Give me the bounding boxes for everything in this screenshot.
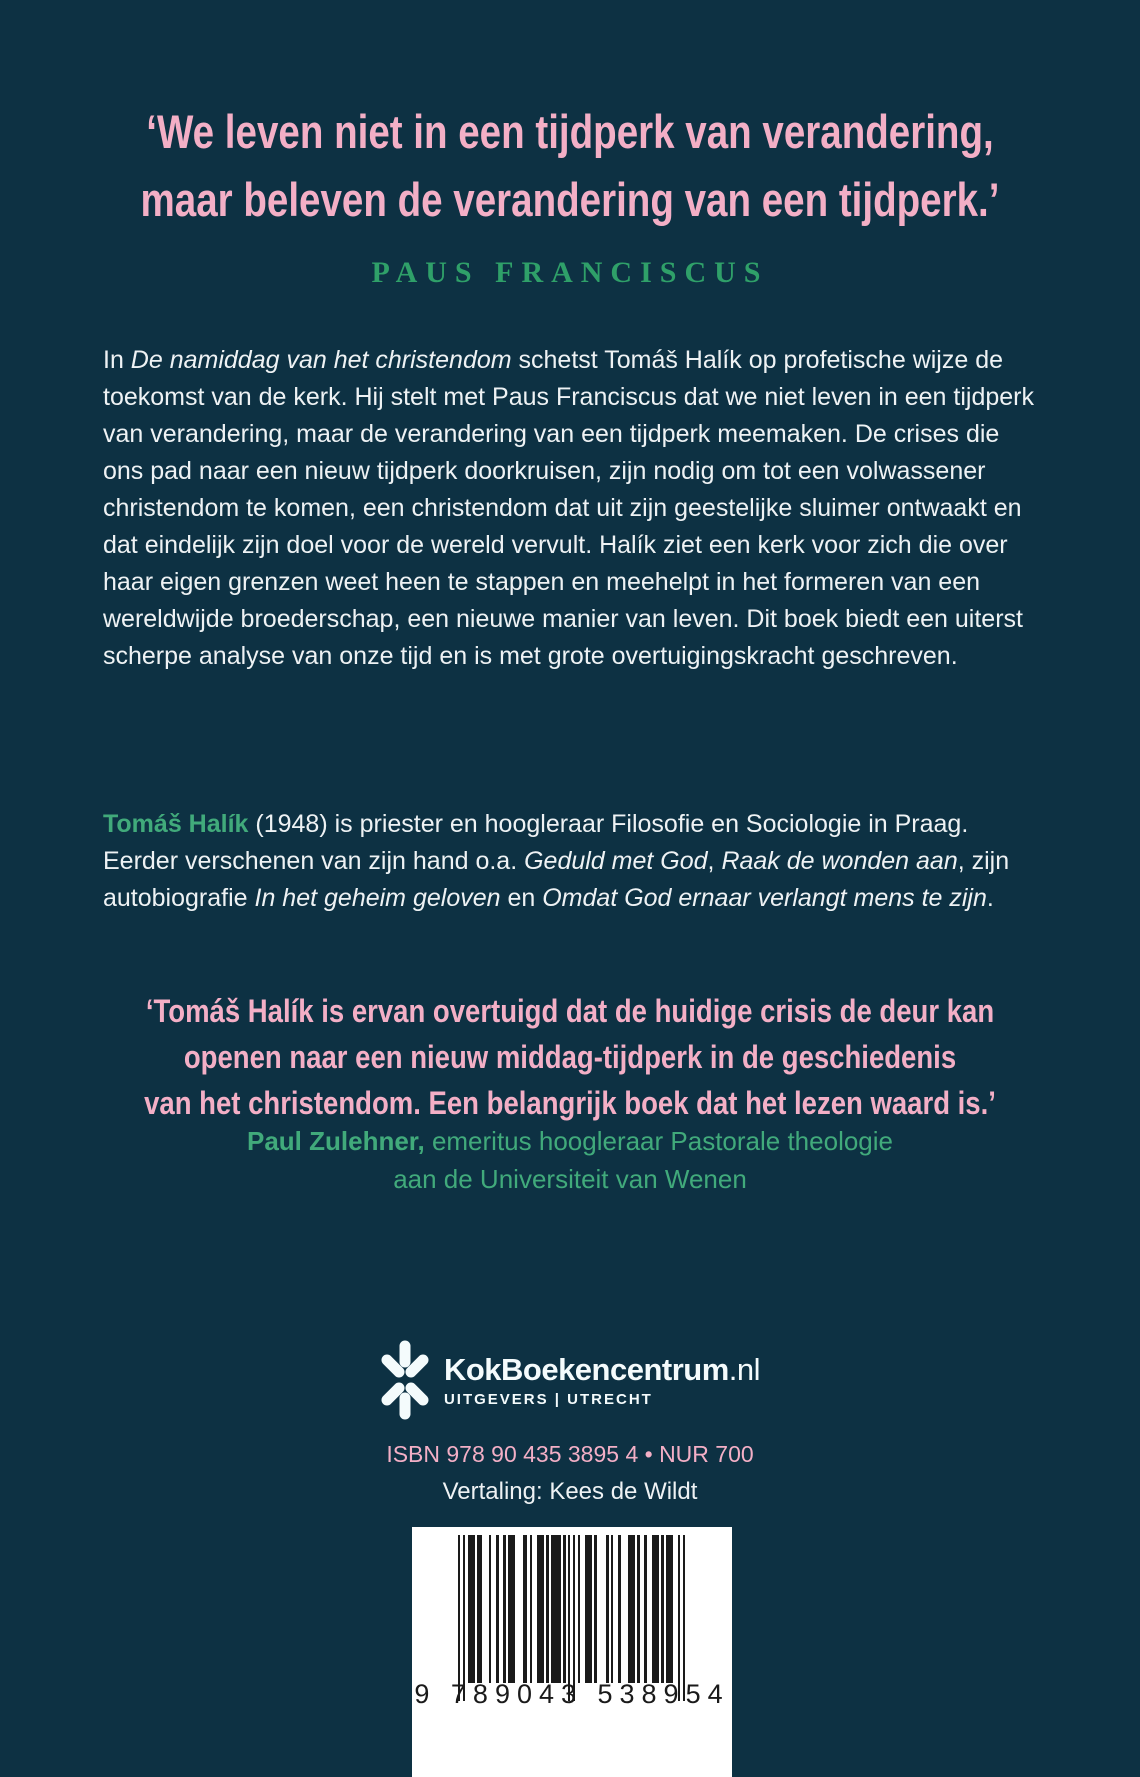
barcode-bars xyxy=(458,1535,686,1703)
publisher-logo-text xyxy=(444,1353,760,1408)
top-quote-line-1: ‘We leven niet in een tijdperk van verandering, xyxy=(146,105,994,158)
asterisk-star-icon xyxy=(380,1338,430,1422)
author-bio: Tomáš Halík (1948) is priester en hoogleraar Filosofie en Sociologie in Praag. Eerder verschenen van zijn hand o.a. Geduld met God, Raak de wonden aan, zijn autobiografie In het geheim geloven en Omdat God ernaar verlangt mens te zijn. xyxy=(103,810,1010,912)
publisher-name: KokBoekencentrum.nl xyxy=(443,1351,761,1387)
barcode xyxy=(412,1527,732,1777)
review-quote-line-1: ‘Tomáš Halík is ervan overtuigd dat de huidige crisis de deur kan xyxy=(145,993,995,1029)
publisher-logo xyxy=(0,1338,1140,1422)
review-quote-line-3: van het christendom. Een belangrijk boek dat het lezen waard is.’ xyxy=(144,1085,996,1121)
isbn-line: ISBN 978 90 435 3895 4 • NUR 700 xyxy=(386,1441,754,1467)
translation-line: Vertaling: Kees de Wildt xyxy=(442,1478,698,1505)
review-attribution-line-2: aan de Universiteit van Wenen xyxy=(393,1164,747,1194)
review-quote xyxy=(0,988,1140,1126)
review-quote-line-2: openen naar een nieuw middag-tijdperk in de geschiedenis xyxy=(183,1039,957,1075)
top-quote xyxy=(0,98,1140,234)
review-attribution-line-1: Paul Zulehner, emeritus hoogleraar Pastorale theologie xyxy=(247,1126,893,1156)
review-attribution xyxy=(0,1122,1140,1198)
top-quote-line-2: maar beleven de verandering van een tijdperk.’ xyxy=(140,173,1000,226)
quote-attribution: PAUS FRANCISCUS xyxy=(371,256,769,289)
barcode-digits: 9 789043 538954 xyxy=(414,1679,730,1709)
book-description: In De namiddag van het christendom schetst Tomáš Halík op profetische wijze de toekomst van de kerk. Hij stelt met Paus Franciscus dat we niet leven in een tijdperk van verandering, maar de verandering van een tijdperk meemaken. De crises die ons pad naar een nieuw tijdperk doorkruisen, zijn nodig om tot een volwassener christendom te komen, een christendom dat uit zijn geestelijke sluimer ontwaakt en dat eindelijk zijn doel voor de wereld vervult. Halík ziet een kerk voor zich die over haar eigen grenzen weet heen te stappen en meehelpt in het formeren van een wereldwijde broederschap, een nieuwe manier van leven. Dit boek biedt een uiterst scherpe analyse van onze tijd en is met grote overtuigingskracht geschreven. xyxy=(103,346,1034,670)
publisher-tagline: UITGEVERS | UTRECHT xyxy=(443,1390,653,1408)
